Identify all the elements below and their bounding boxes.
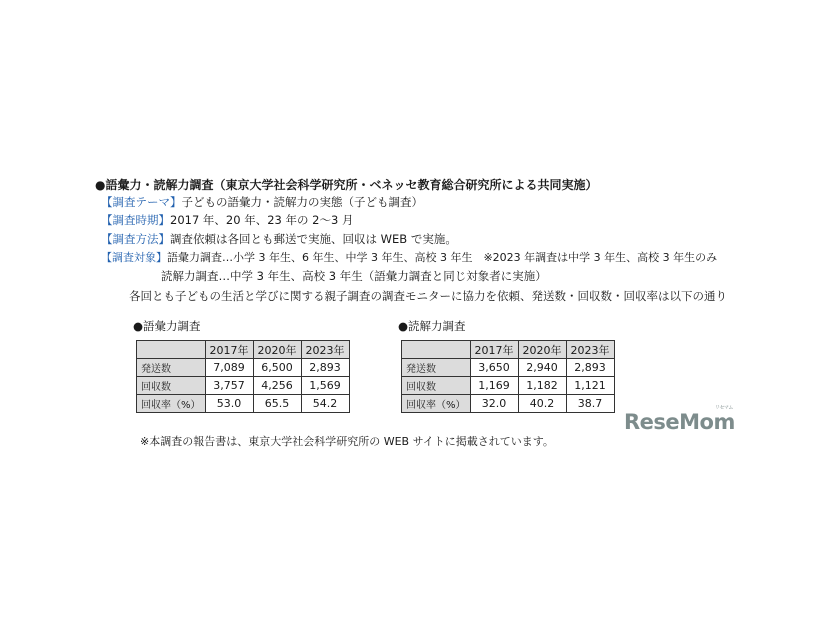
table-cell: 1,121 [566,377,614,395]
survey-title: ●語彙力・読解力調査（東京大学社会科学研究所・ベネッセ教育総合研究所による共同実施） [95,178,598,192]
detail-text: 語彙力調査…小学 3 年生、6 年生、中学 3 年生、高校 3 年生 ※2023 年調査は中学 3 年生、高校 3 年生のみ [167,251,718,264]
year-header: 2020年 [518,341,566,359]
table-row [402,359,615,377]
detail-target [101,250,717,266]
table-cell: 2,893 [566,359,614,377]
detail-text: 調査依頼は各回とも郵送で実施、回収は WEB で実施。 [170,232,457,246]
table-row [137,395,350,413]
detail-target-line2: 読解力調査…中学 3 年生、高校 3 年生（語彙力調査と同じ対象者に実施） [161,269,547,283]
table-cell: 7,089 [205,359,253,377]
year-header: 2017年 [470,341,518,359]
table-header-row [402,341,615,359]
table-cell: 2,940 [518,359,566,377]
table-cell: 4,256 [253,377,301,395]
table-cell: 1,569 [301,377,349,395]
table-cell: 53.0 [205,395,253,413]
detail-tag: 【調査時期】 [101,213,170,227]
reading-table-caption: ●読解力調査 [398,319,466,333]
detail-tag: 【調査テーマ】 [101,195,182,209]
table-corner-cell [402,341,471,359]
detail-tag: 【調査対象】 [101,251,167,264]
year-header: 2023年 [301,341,349,359]
year-header: 2020年 [253,341,301,359]
row-label: 発送数 [137,359,206,377]
table-row [137,377,350,395]
reading-table [401,340,615,413]
table-cell: 6,500 [253,359,301,377]
row-label: 回収率（%） [402,395,471,413]
table-corner-cell [137,341,206,359]
logo-kana: リセマム [714,405,733,411]
row-label: 発送数 [402,359,471,377]
table-cell: 54.2 [301,395,349,413]
detail-method [101,231,457,247]
table-header-row [137,341,350,359]
logo-text: ReseMom [624,410,735,434]
year-header: 2023年 [566,341,614,359]
table-row [402,377,615,395]
vocab-table [136,340,350,413]
table-cell: 1,182 [518,377,566,395]
row-label: 回収数 [137,377,206,395]
table-cell: 1,169 [470,377,518,395]
row-label: 回収数 [402,377,471,395]
row-label: 回収率（%） [137,395,206,413]
table-cell: 2,893 [301,359,349,377]
detail-text: 子どもの語彙力・読解力の実態（子ども調査） [181,195,423,209]
table-cell: 40.2 [518,395,566,413]
vocab-table-caption: ●語彙力調査 [133,319,201,333]
table-cell: 65.5 [253,395,301,413]
table-cell: 3,757 [205,377,253,395]
resemom-logo [624,405,735,434]
detail-tag: 【調査方法】 [101,232,170,246]
table-cell: 38.7 [566,395,614,413]
report-note: ※本調査の報告書は、東京大学社会科学研究所の WEB サイトに掲載されています。 [140,435,554,448]
detail-text: 2017 年、20 年、23 年の 2～3 月 [170,213,354,227]
table-cell: 3,650 [470,359,518,377]
year-header: 2017年 [205,341,253,359]
detail-period [101,212,353,228]
detail-theme [101,194,423,210]
table-cell: 32.0 [470,395,518,413]
summary-text: 各回とも子どもの生活と学びに関する親子調査の調査モニターに協力を依頼、発送数・回収数・回収率は以下の通り [129,289,727,303]
table-row [137,359,350,377]
table-row [402,395,615,413]
